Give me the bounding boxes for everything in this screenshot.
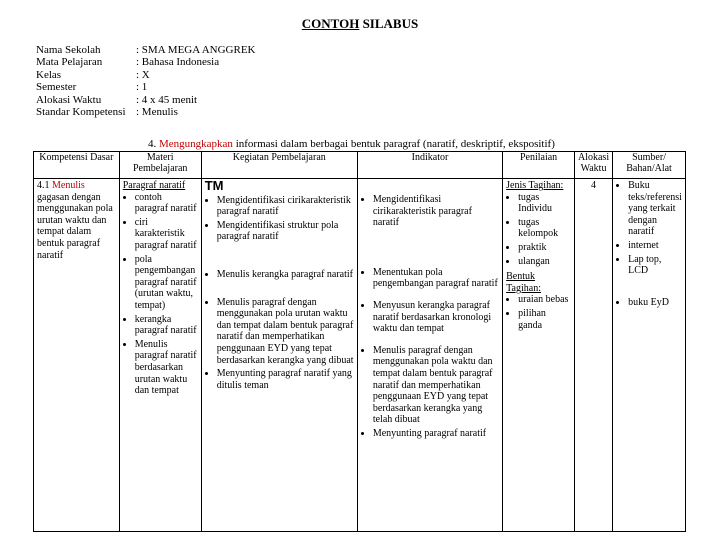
meta-row	[36, 81, 256, 93]
cell-materi	[119, 179, 201, 532]
cell-alokasi: 4	[574, 179, 612, 532]
meta-row	[36, 94, 256, 106]
meta-row	[36, 69, 256, 81]
list-item: • Menulis paragraf dengan menggunakan pola waktu dan tempat dalam bentuk paragraf naratif dan memperhatikan penggunaan EYD yang tepat berdasarkan kerangka yang telah dibuat	[373, 345, 499, 426]
list-item: • kerangka paragraf naratif	[135, 314, 198, 337]
identity-block	[36, 44, 256, 118]
header-kompetensi: Kompetensi Dasar	[34, 152, 120, 179]
list-item: • praktik	[518, 242, 571, 254]
meta-key: Standar Kompetensi	[36, 106, 126, 119]
meta-key: Kelas	[36, 68, 62, 81]
cell-sumber	[613, 179, 686, 532]
list-item: • Lap top, LCD	[628, 254, 682, 277]
list-item: • pilihan ganda	[518, 308, 571, 331]
list-item: • uraian bebas	[518, 294, 571, 306]
meta-key: Alokasi Waktu	[36, 93, 102, 106]
sk-rest: informasi dalam berbagai bentuk paragraf (naratif, deskriptif, ekspositif)	[232, 138, 555, 150]
list-item: • ulangan	[518, 256, 571, 268]
list-item: • Mengidentifikasi cirikarakteristik paragraf naratif	[373, 194, 499, 229]
list-item: • Buku teks/referensi yang terkait dengan naratif	[628, 180, 682, 238]
header-alokasi: Alokasi Waktu	[574, 152, 612, 179]
list-item: • Menyunting paragraf naratif	[373, 428, 499, 440]
header-sumber: Sumber/ Bahan/Alat	[613, 152, 686, 179]
meta-row	[36, 106, 256, 118]
meta-value: : Bahasa Indonesia	[136, 56, 220, 69]
list-item: • pola pengembangan paragraf naratif (urutan waktu, tempat)	[135, 254, 198, 312]
kd-red-word: Menulis	[52, 180, 85, 191]
list-item: • Menulis paragraf naratif berdasarkan urutan waktu dan tempat	[135, 339, 198, 397]
header-penilaian: Penilaian	[503, 152, 575, 179]
meta-value: : Menulis	[136, 106, 178, 119]
materi-heading: Paragraf naratif	[122, 180, 186, 191]
list-item: • tugas Individu	[518, 192, 571, 215]
list-item: • buku EyD	[628, 297, 682, 309]
jenis-tagihan-label: Jenis Tagihan:	[506, 180, 564, 191]
meta-key: Semester	[36, 81, 77, 94]
list-item: • Menulis kerangka paragraf naratif	[217, 269, 354, 281]
cell-indikator	[357, 179, 502, 532]
title-silabus: SILABUS	[362, 16, 419, 31]
header-materi: Materi Pembelajaran	[119, 152, 201, 179]
list-item: • Mengidentifikasi cirikarakteristik paragraf naratif	[217, 195, 354, 218]
meta-row	[36, 44, 256, 56]
meta-value: : 4 x 45 menit	[136, 93, 198, 106]
list-item: • internet	[628, 240, 682, 252]
meta-key: Mata Pelajaran	[36, 56, 103, 69]
list-item: • Menyusun kerangka paragraf naratif berdasarkan kronologi waktu dan tempat	[373, 300, 499, 335]
header-kegiatan: Kegiatan Pembelajaran	[201, 152, 357, 179]
list-item: • ciri karakteristik paragraf naratif	[135, 217, 198, 252]
cell-penilaian	[503, 179, 575, 532]
list-item: • tugas kelompok	[518, 217, 571, 240]
table-header-row	[34, 152, 686, 179]
title-contoh: CONTOH	[301, 16, 360, 31]
header-indikator: Indikator	[357, 152, 502, 179]
sk-red-word: Mengungkapkan	[159, 138, 233, 150]
kd-number: 4.1	[37, 180, 52, 191]
kd-text: gagasan dengan menggunakan pola urutan waktu dan tempat dalam bentuk paragraf naratif	[37, 191, 113, 261]
meta-value: : X	[136, 68, 150, 81]
document-title	[0, 16, 720, 32]
table-row	[34, 179, 686, 532]
cell-kegiatan	[201, 179, 357, 532]
list-item: • Menentukan pola pengembangan paragraf naratif	[373, 267, 499, 290]
list-item: • Mengidentifikasi struktur pola paragraf naratif	[217, 220, 354, 243]
meta-value: : 1	[136, 81, 148, 94]
bentuk-tagihan-label: Bentuk Tagihan:	[506, 271, 541, 294]
tm-label: TM	[204, 178, 224, 193]
list-item: • Menyunting paragraf naratif yang ditulis teman	[217, 368, 354, 391]
cell-kompetensi	[34, 179, 120, 532]
meta-value: : SMA MEGA ANGGREK	[136, 44, 256, 56]
list-item: • contoh paragraf naratif	[135, 192, 198, 215]
meta-key: Nama Sekolah	[36, 44, 101, 56]
syllabus-table	[33, 151, 686, 532]
sk-prefix: 4.	[148, 138, 159, 150]
standar-kompetensi-line	[148, 138, 555, 150]
meta-row	[36, 56, 256, 68]
list-item: • Menulis paragraf dengan menggunakan pola urutan waktu dan tempat dalam bentuk paragraf naratif dan memperhatikan penggunaan EYD yang tepat berdasarkan kerangka yang dibuat	[217, 297, 354, 367]
